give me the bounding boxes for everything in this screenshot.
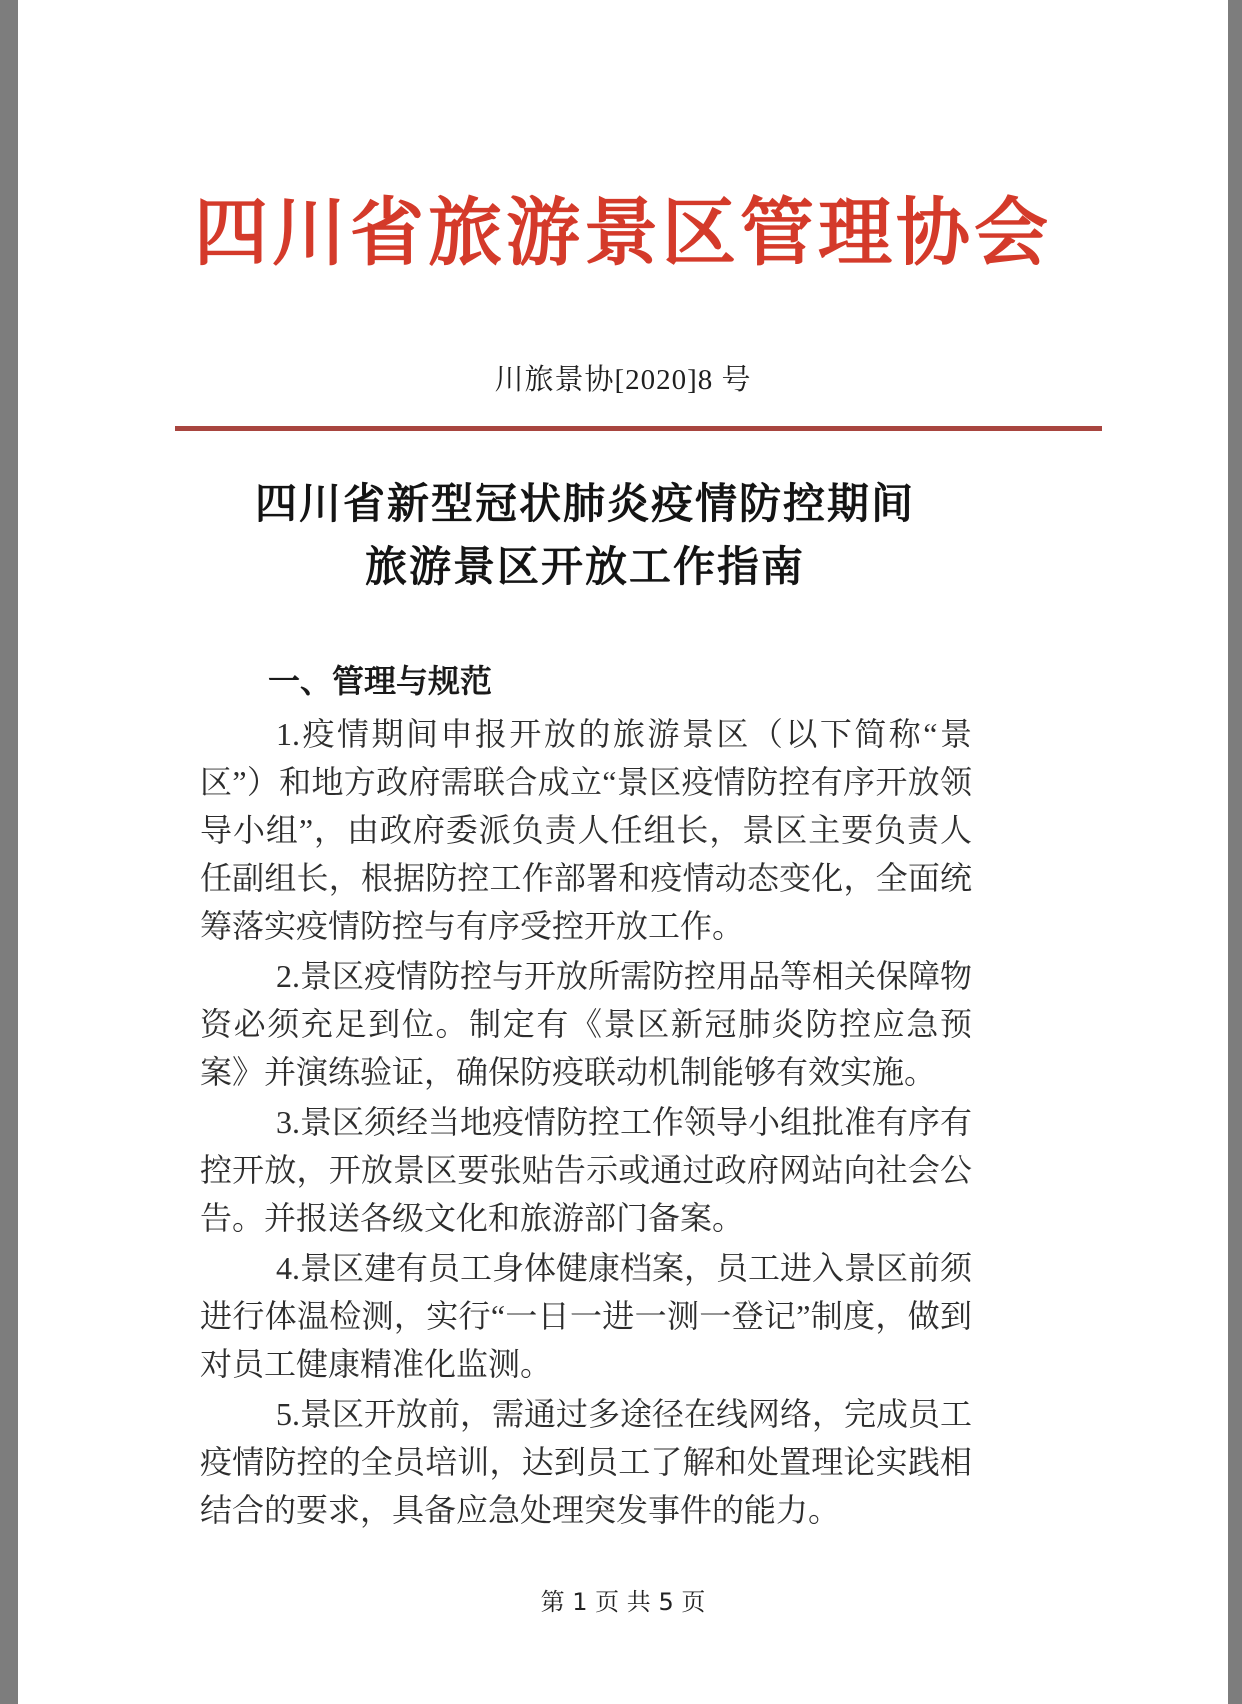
doc-number: 川旅景协[2020]8 号 [494,364,752,396]
red-divider-line [175,426,1102,431]
page-number-footer: 第 1 页 共 5 页 [540,1588,706,1616]
scan-edge-right [1228,0,1242,1704]
document-title-line2: 旅游景区开放工作指南 [364,542,805,591]
paragraph-3: 3.景区须经当地疫情防控工作领导小组批准有序有控开放，开放景区要张贴告示或通过政府网站向社会公告。并报送各级文化和旅游部门备案。 [200,1104,973,1236]
paragraph-4: 4.景区建有员工身体健康档案，员工进入景区前须进行体温检测，实行“一日一进一测一登记”制度，做到对员工健康精准化监测。 [200,1250,973,1382]
org-name-header: 四川省旅游景区管理协会 [194,193,1052,275]
paragraph-5: 5.景区开放前，需通过多途径在线网络，完成员工疫情防控的全员培训，达到员工了解和处置理论实践相结合的要求，具备应急处理突发事件的能力。 [200,1396,973,1528]
section-heading: 一、管理与规范 [268,662,493,700]
document-page [18,0,1228,1704]
paragraph-1: 1.疫情期间申报开放的旅游景区（以下简称“景区”）和地方政府需联合成立“景区疫情防控有序开放领导小组”，由政府委派负责人任组长，景区主要负责人任副组长，根据防控工作部署和疫情动态变化，全面统筹落实疫情防控与有序受控开放工作。 [200,716,972,944]
document-title [200,472,970,598]
scan-edge-left [0,0,18,1704]
paragraph-2: 2.景区疫情防控与开放所需防控用品等相关保障物资必须充足到位。制定有《景区新冠肺炎防控应急预案》并演练验证，确保防疫联动机制能够有效实施。 [200,958,973,1090]
document-body [200,710,972,1536]
document-title-line1: 四川省新型冠状肺炎疫情防控期间 [254,479,915,528]
